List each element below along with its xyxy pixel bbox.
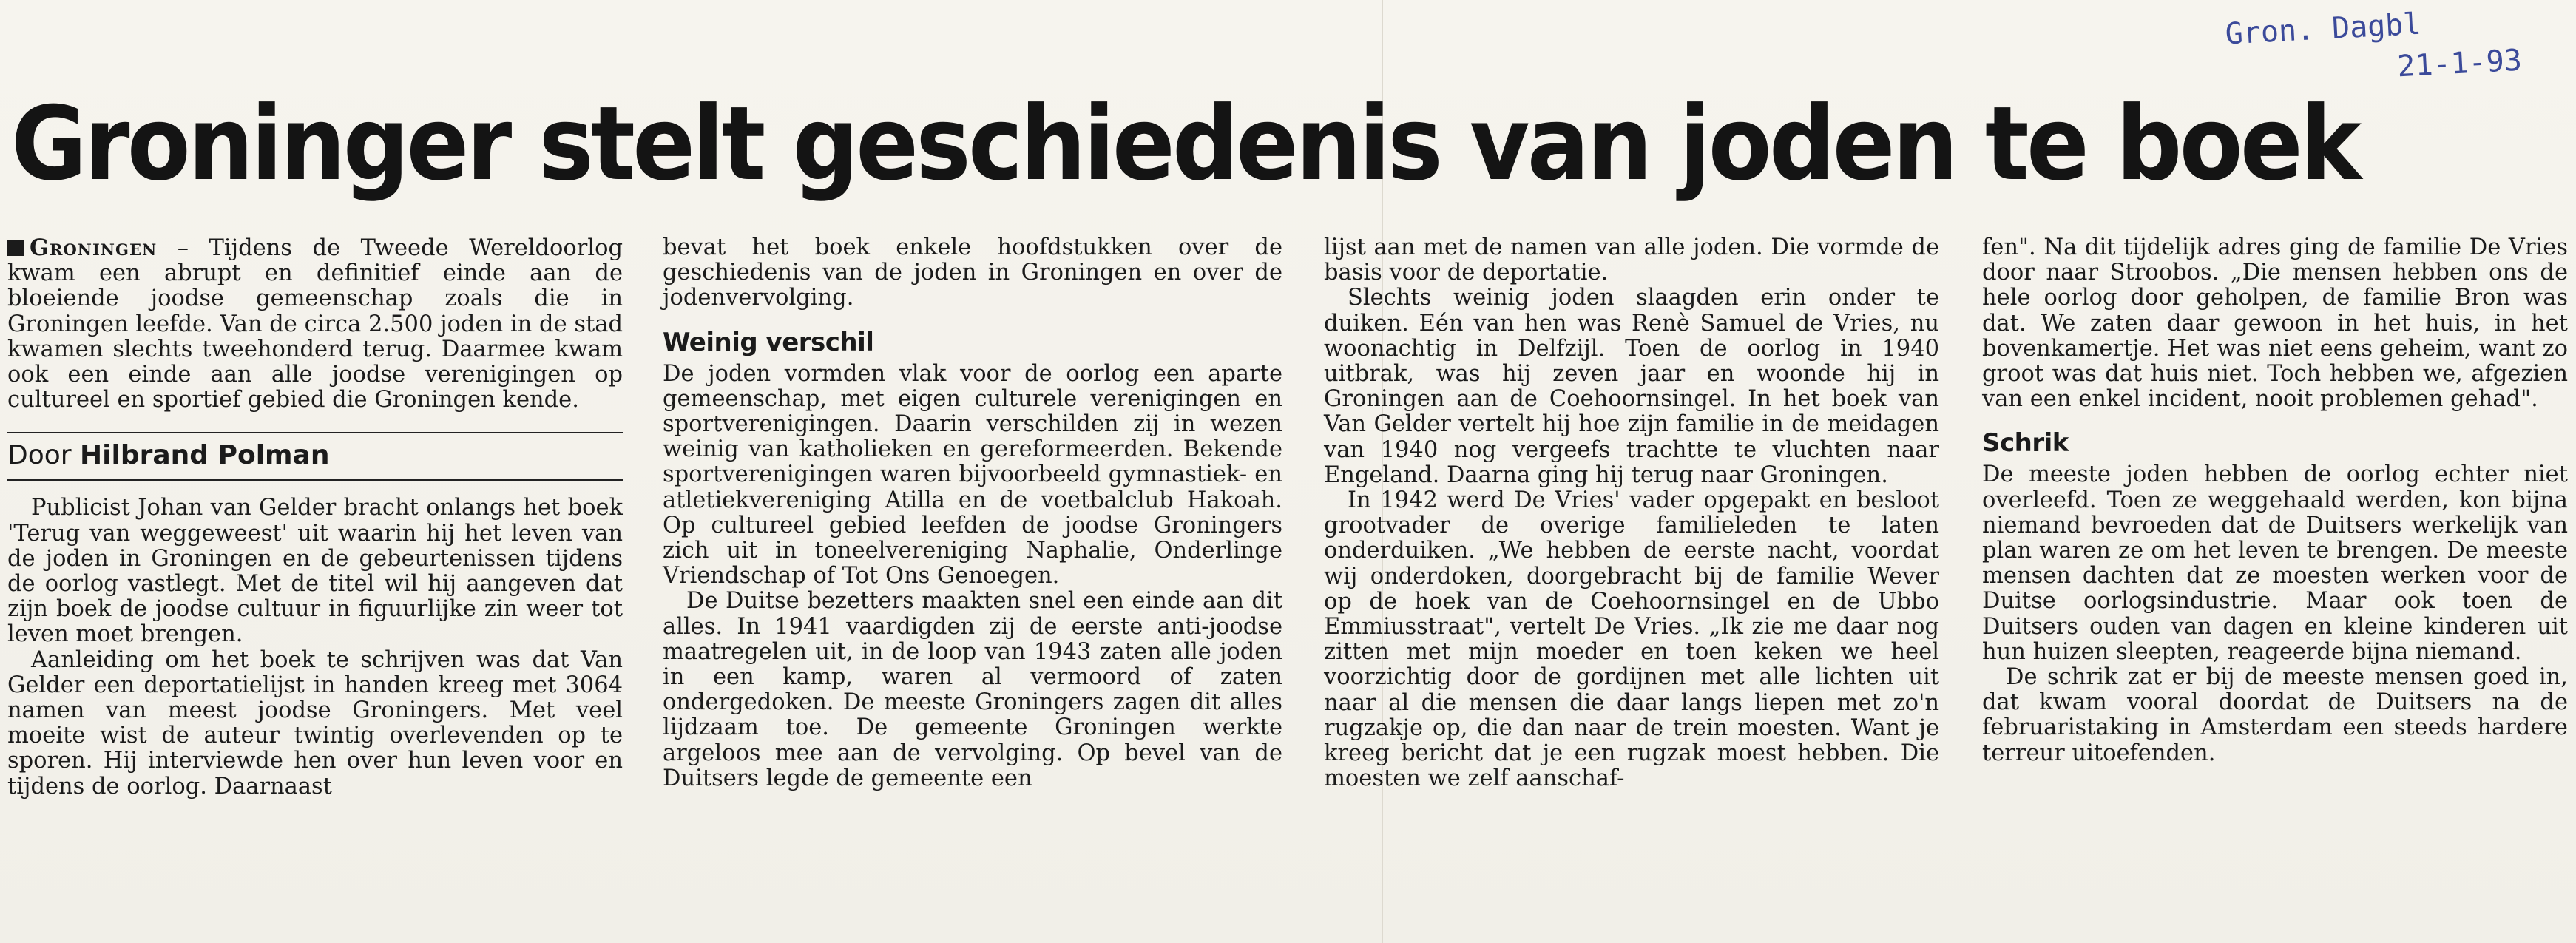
body-paragraph: fen". Na dit tijdelijk adres ging de familie De Vries door naar Stroobos. „Die mensen hebben ons de hele oorlog door geholpen, de familie Bron was dat. We zaten daar gewoon in het huis, in het bovenkamertje. Het was niet eens geheim, want zo groot was dat huis niet. Toch hebben we, afgezien van een enkel incident, nooit problemen gehad". bbox=[1982, 234, 2568, 413]
body-paragraph: lijst aan met de namen van alle joden. Die vormde de basis voor de deportatie. bbox=[1324, 234, 1939, 286]
lead-text: – Tijdens de Tweede Wereldoorlog kwam een abrupt en definitief einde aan de bloeiende joodse gemeenschap zoals die in Groningen leefde. Van de circa 2.500 joden in de stad kwamen slechts tweehonderd terug. Daarmee kwam ook een einde aan alle joodse verenigingen op cultureel en sportief gebied die Groningen kende. bbox=[7, 235, 623, 413]
body-paragraph: De joden vormden vlak voor de oorlog een aparte gemeenschap, met eigen culturele verenigingen en sportverenigingen. Daarin verschilden zij in wezen weinig van katholieken en gereformeerden. Bekende sportverenigingen waren bijvoorbeeld gymnastiek- en atletiekvereniging Atilla en de voetbalclub Hakoah. Op cultureel gebied leefden de joodse Groningers zich uit in toneelvereniging Naphalie, Onderlinge Vriendschap of Tot Ons Genoegen. bbox=[663, 360, 1282, 589]
body-paragraph: De schrik zat er bij de meeste mensen goed in, dat kwam vooral doordat de Duitsers na de februaristaking in Amsterdam een steeds hardere terreur uitoefenden. bbox=[1982, 664, 2568, 766]
subheading: Schrik bbox=[1982, 428, 2069, 459]
body-paragraph: Slechts weinig joden slaagden erin onder te duiken. Eén van hen was Renè Samuel de Vries, nu woonachtig in Delfzijl. Toen de oorlog in 1940 uitbrak, was hij zeven jaar en woonde hij in Groningen aan de Coehoornsingel. In het boek van Van Gelder vertelt hij hoe zijn familie in de meidagen van 1940 nog vergeefs trachtte te vluchten naar Engeland. Daarna ging hij terug naar Groningen. bbox=[1324, 285, 1939, 488]
handwritten-date: 21-1-93 bbox=[2396, 43, 2523, 84]
article-column-2 bbox=[663, 235, 1282, 791]
lead-paragraph bbox=[7, 235, 623, 413]
body-paragraph: Publicist Johan van Gelder bracht onlangs het boek 'Terug van weggeweest' uit waarin hij het leven van de joden in Groningen en de gebeurtenissen tijdens de oorlog vastlegt. Met de titel wil hij aangeven dat zijn boek de joodse cultuur in figuurlijke zin weer tot leven moet brengen. bbox=[7, 495, 623, 648]
byline-prefix: Door bbox=[7, 440, 81, 471]
body-paragraph: De meeste joden hebben de oorlog echter niet overleefd. Toen ze weggehaald werden, kon bijna niemand bevroeden dat de Duitsers werkelijk van plan waren ze om het leven te brengen. De meeste mensen dachten dat ze moesten werken voor de Duitse oorlogsindustrie. Maar ook toen de Duitsers ouden van dagen en kleine kinderen uit hun huizen sleepten, reageerde bijna niemand. bbox=[1982, 462, 2568, 665]
article-column-3 bbox=[1324, 235, 1939, 791]
handwritten-source: Gron. Dagbl bbox=[2224, 7, 2422, 52]
bullet-square-icon bbox=[7, 240, 24, 256]
body-paragraph: Aanleiding om het boek te schrijven was dat Van Gelder een deportatielijst in handen kreeg met 3064 namen van meest joodse Groningers. Met veel moeite wist de auteur twintig overlevenden op te sporen. Hij interviewde hen over hun leven voor en tijdens de oorlog. Daarnaast bbox=[7, 646, 623, 800]
dateline: Groningen bbox=[30, 234, 158, 261]
headline: Groninger stelt geschiedenis van joden te boek bbox=[11, 84, 2359, 203]
body-paragraph: De Duitse bezetters maakten snel een einde aan dit alles. In 1941 vaardigden zij de eerste anti-joodse maatregelen uit, in de loop van 1943 zaten alle joden in een kamp, waren al vermoord of zaten ondergedoken. De meeste Groningers zagen dit alles lijdzaam toe. De gemeente Groningen werkte argeloos mee aan de vervolging. Op bevel van de Duitsers legde de gemeente een bbox=[663, 588, 1282, 791]
byline bbox=[7, 439, 623, 472]
article-column-1 bbox=[7, 235, 623, 800]
subheading: Weinig verschil bbox=[663, 327, 874, 357]
handwritten-annotation bbox=[2224, 0, 2523, 96]
byline-author: Hilbrand Polman bbox=[80, 440, 330, 471]
article-column-4 bbox=[1982, 235, 2568, 766]
body-paragraph: In 1942 werd De Vries' vader opgepakt en besloot grootvader de overige familieleden te laten onderduiken. „We hebben de eerste nacht, voordat wij onderdoken, doorgebracht bij de familie Wever op de hoek van de Coehoornsingel en de Ubbo Emmiusstraat", vertelt De Vries. „Ik zie me daar nog zitten met mijn moeder en toen keken we heel voorzichtig door de gordijnen met alle lichten uit naar al die mensen die daar langs liepen met zo'n rugzakje op, die dan naar de trein moesten. Want je kreeg bericht dat je een rugzak moest hebben. Die moesten we zelf aanschaf- bbox=[1324, 487, 1939, 792]
divider-rule bbox=[7, 479, 623, 481]
divider-rule bbox=[7, 432, 623, 433]
body-paragraph: bevat het boek enkele hoofdstukken over de geschiedenis van de joden in Groningen en over de jodenvervolging. bbox=[663, 234, 1282, 311]
